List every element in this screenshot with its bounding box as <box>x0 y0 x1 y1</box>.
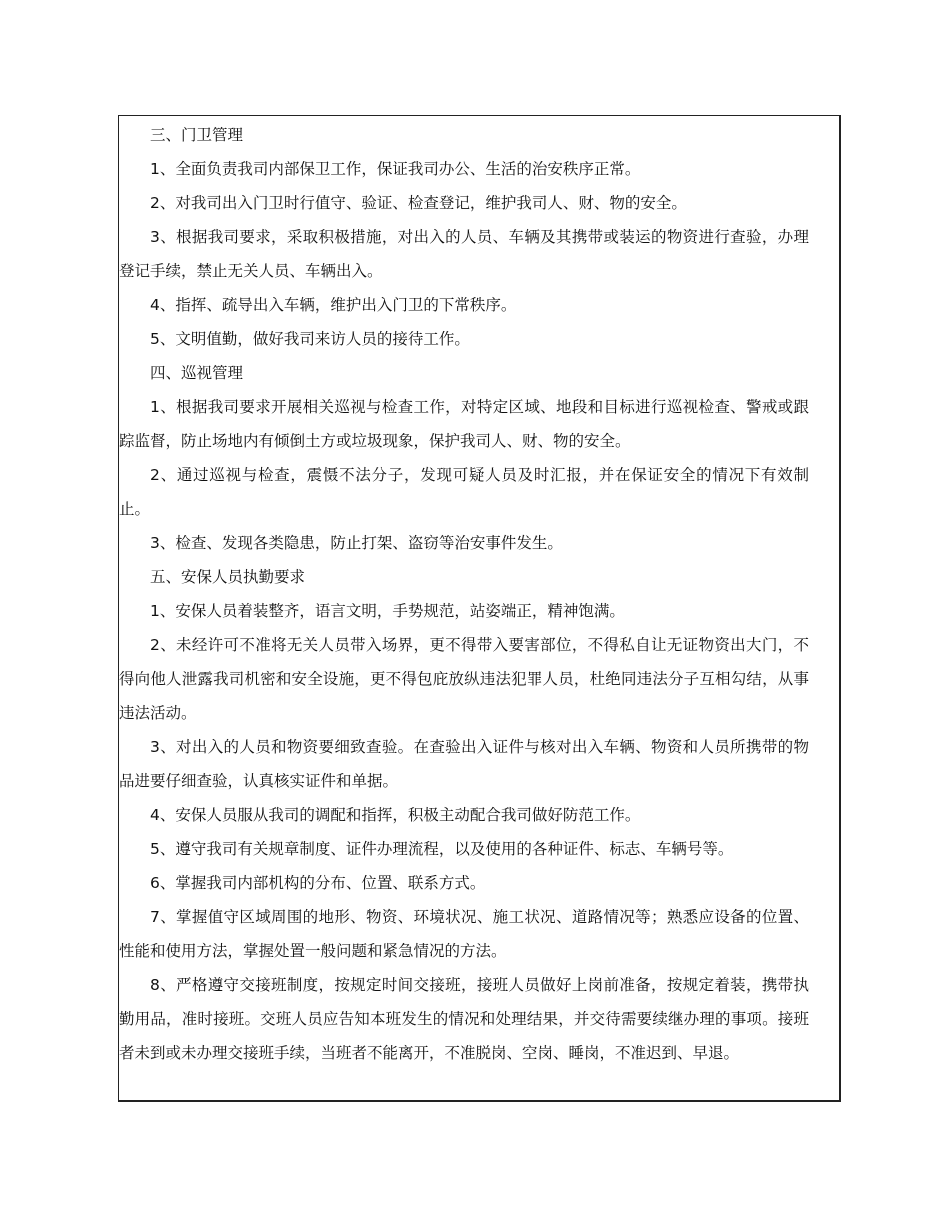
paragraph: 8、严格遵守交接班制度，按规定时间交接班，接班人员做好上岗前准备，按规定着装，携带执勤用品，准时接班。交班人员应告知本班发生的情况和处理结果，并交待需要续继办理的事项。接班者未到或未办理交接班手续，当班者不能离开，不准脱岗、空岗、睡岗，不准迟到、早退。 <box>119 976 809 1062</box>
document-body <box>119 116 839 1070</box>
paragraph: 5、文明值勤，做好我司来访人员的接待工作。 <box>150 330 470 348</box>
section-heading-duty: 五、安保人员执勤要求 <box>150 568 306 586</box>
section-heading-patrol: 四、巡视管理 <box>150 364 244 382</box>
paragraph: 5、遵守我司有关规章制度、证件办理流程，以及使用的各种证件、标志、车辆号等。 <box>150 840 734 858</box>
paragraph: 4、指挥、疏导出入车辆，维护出入门卫的下常秩序。 <box>150 296 517 314</box>
paragraph: 1、根据我司要求开展相关巡视与检查工作，对特定区域、地段和目标进行巡视检查、警戒或跟踪监督，防止场地内有倾倒土方或垃圾现象，保护我司人、财、物的安全。 <box>119 398 809 450</box>
section-heading-gate: 三、门卫管理 <box>150 126 244 144</box>
paragraph: 2、对我司出入门卫时行值守、验证、检查登记，维护我司人、财、物的安全。 <box>150 194 687 212</box>
paragraph: 2、通过巡视与检查，震慑不法分子，发现可疑人员及时汇报，并在保证安全的情况下有效制止。 <box>119 466 809 518</box>
paragraph: 7、掌握值守区域周围的地形、物资、环境状况、施工状况、道路情况等；熟悉应设备的位置、性能和使用方法，掌握处置一般问题和紧急情况的方法。 <box>119 908 809 960</box>
paragraph: 3、根据我司要求，采取积极措施，对出入的人员、车辆及其携带或装运的物资进行查验，办理登记手续，禁止无关人员、车辆出入。 <box>119 228 809 280</box>
paragraph: 4、安保人员服从我司的调配和指挥，积极主动配合我司做好防范工作。 <box>150 806 641 824</box>
document-frame <box>118 115 841 1102</box>
paragraph: 3、检查、发现各类隐患，防止打架、盗窃等治安事件发生。 <box>150 534 563 552</box>
paragraph: 1、安保人员着装整齐，语言文明，手势规范，站姿端正，精神饱满。 <box>150 602 625 620</box>
paragraph: 1、全面负责我司内部保卫工作，保证我司办公、生活的治安秩序正常。 <box>150 160 641 178</box>
paragraph: 2、未经许可不准将无关人员带入场界，更不得带入要害部位，不得私自让无证物资出大门，不得向他人泄露我司机密和安全设施，更不得包庇放纵违法犯罪人员，杜绝同违法分子互相勾结，从事违法活动。 <box>119 636 809 722</box>
paragraph: 3、对出入的人员和物资要细致查验。在查验出入证件与核对出入车辆、物资和人员所携带的物品进要仔细查验，认真核实证件和单据。 <box>119 738 809 790</box>
paragraph: 6、掌握我司内部机构的分布、位置、联系方式。 <box>150 874 486 892</box>
